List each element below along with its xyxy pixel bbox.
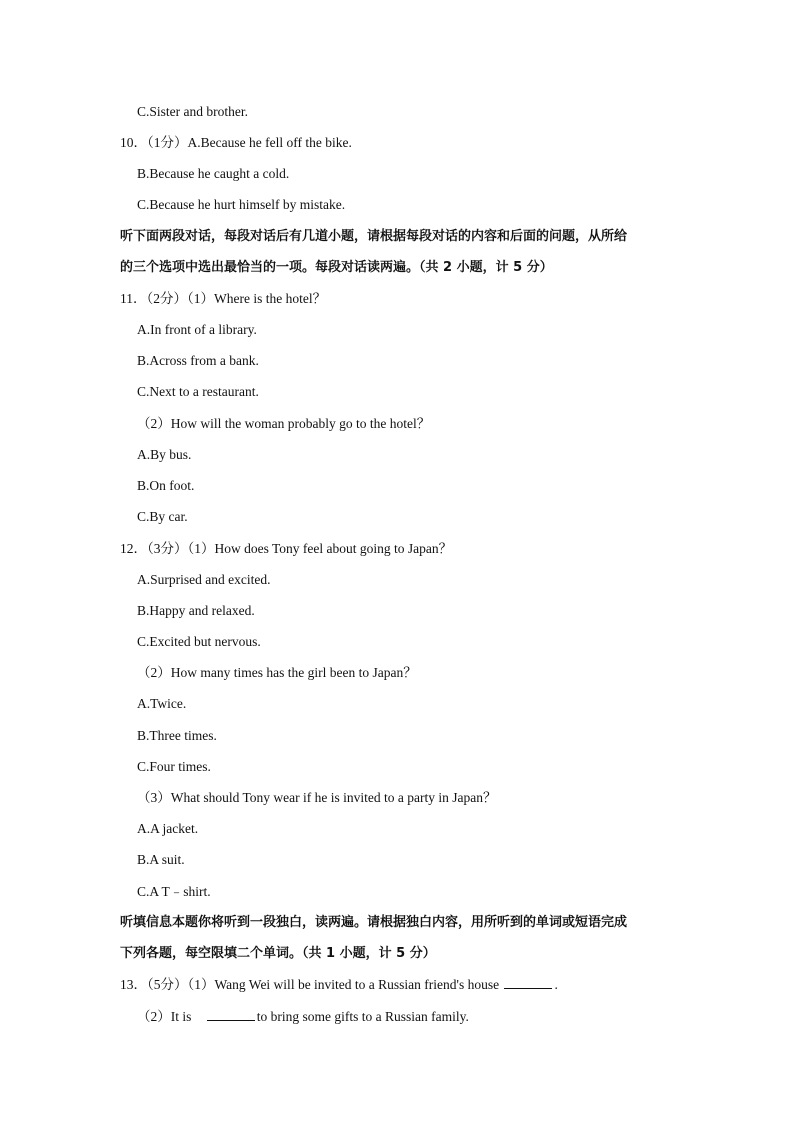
section-instruction: 听填信息本题你将听到一段独白，读两遍。请根据独白内容，用所听到的单词或短语完成 [120,915,628,930]
question-11: 11．（2分）（1）Where is the hotel？ [120,291,327,306]
option-text: A.A jacket. [137,821,199,836]
option-text: B.On foot. [137,478,195,493]
question-text: 13．（5分）（1）Wang Wei will be invited to a Russian friend's house [120,977,500,992]
option-text: C.Next to a restaurant. [137,384,259,399]
question-10: 10．（1分）A.Because he fell off the bike. [120,135,352,150]
sub-question [137,1006,737,1028]
option-text: B.A suit. [137,852,185,867]
section-instruction: 下列各题，每空限填二个单词。（共 1 小题，计 5 分） [120,946,436,961]
option-text: B.Across from a bank. [137,353,259,368]
option-text: A.Surprised and excited. [137,572,271,587]
question-12: 12．（3分）（1）How does Tony feel about going to Japan？ [120,541,453,556]
option-text: B.Because he caught a cold. [137,166,290,181]
option-text: C.Because he hurt himself by mistake. [137,197,346,212]
question-text: （2）It is [137,1009,192,1024]
question-text: to bring some gifts to a Russian family. [256,1009,469,1024]
option-text: C.Sister and brother. [137,104,248,119]
option-text: B.Three times. [137,728,217,743]
option-text: C.By car. [137,509,188,524]
option-text: A.In front of a library. [137,322,257,337]
answer-blank[interactable] [504,974,552,989]
sub-question: （3）What should Tony wear if he is invited to a party in Japan？ [137,790,497,805]
option-text: A.By bus. [137,447,192,462]
answer-blank[interactable] [207,1006,255,1021]
sub-question: （2）How will the woman probably go to the hotel？ [137,416,431,431]
option-text: A.Twice. [137,696,187,711]
option-text: B.Happy and relaxed. [137,603,255,618]
question-13 [120,974,720,996]
punctuation: . [554,977,558,992]
section-instruction: 的三个选项中选出最恰当的一项。每段对话读两遍。（共 2 小题，计 5 分） [120,260,553,275]
option-text: C.A T﹣shirt. [137,884,211,899]
option-text: C.Four times. [137,759,211,774]
section-instruction: 听下面两段对话，每段对话后有几道小题，请根据每段对话的内容和后面的问题，从所给 [120,229,628,244]
option-text: C.Excited but nervous. [137,634,261,649]
sub-question: （2）How many times has the girl been to Japan？ [137,665,417,680]
